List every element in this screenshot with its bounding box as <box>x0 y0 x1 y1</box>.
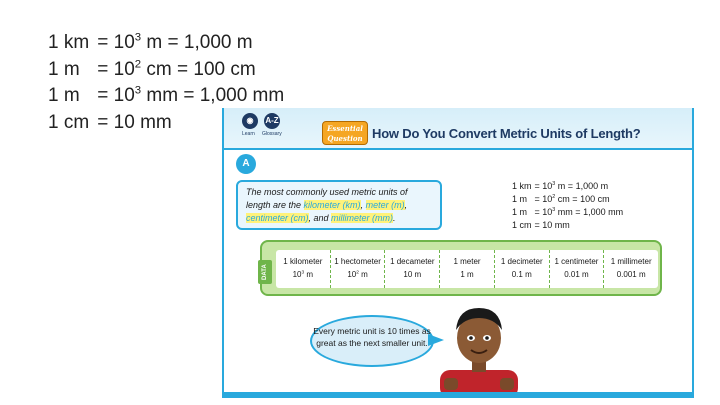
speech-bubble: Every metric unit is 10 times as great as the next smaller unit. <box>310 315 434 367</box>
glossary-label: Glossary <box>262 131 282 137</box>
unit-kilometer: 1 kilometer $10^3$ m <box>276 250 331 288</box>
unit-centimeter: 1 centimeter 0.01 m <box>550 250 605 288</box>
page-footer-rule <box>224 392 692 398</box>
learn-label: Learn <box>242 131 255 137</box>
top-conversion-row: 1 km = $10^3$ m = 1,000 m <box>48 31 253 53</box>
textbook-page <box>222 108 694 398</box>
units-list <box>276 250 658 288</box>
page-conversion-list <box>512 180 623 232</box>
section-marker: A <box>236 154 256 174</box>
top-conversion-row: 1 $m = 10^2$ cm = 100 cm <box>48 58 256 80</box>
unit-hectometer: 1 hectometer $10^2$ m <box>331 250 386 288</box>
conversion-row: 1 km = $10^3$ m = 1,000 m <box>512 181 609 191</box>
student-illustration <box>434 300 524 398</box>
unit-decimeter: 1 decimeter 0.1 m <box>495 250 550 288</box>
page-title: How Do You Convert Metric Units of Length? <box>372 126 641 141</box>
definition-callout: The most commonly used metric units of length are the kilometer (km), meter (m), centimeter (cm), and millimeter (mm). <box>236 180 442 230</box>
data-tab-label: DATA <box>258 260 272 284</box>
page-header <box>224 108 692 150</box>
top-conversion-row: 1 cm = 10 mm <box>48 111 172 133</box>
conversion-row: 1 $m = 10^3$ mm = 1,000 mm <box>512 207 624 217</box>
unit-meter: 1 meter 1 m <box>440 250 495 288</box>
conversion-row: 1 cm = 10 mm <box>512 220 570 230</box>
glossary-icon[interactable]: A-Z <box>264 113 280 129</box>
learn-icon[interactable]: ◉ <box>242 113 258 129</box>
essential-question-badge: Essential Question <box>322 121 368 145</box>
metric-units-data-bar <box>260 240 662 296</box>
unit-decameter: 1 decameter 10 m <box>385 250 440 288</box>
conversion-row: 1 $m = 10^2$ cm = 100 cm <box>512 194 610 204</box>
top-conversion-row: 1 $m = 10^3$ mm = 1,000 mm <box>48 84 285 106</box>
unit-millimeter: 1 millimeter 0.001 m <box>610 257 652 279</box>
